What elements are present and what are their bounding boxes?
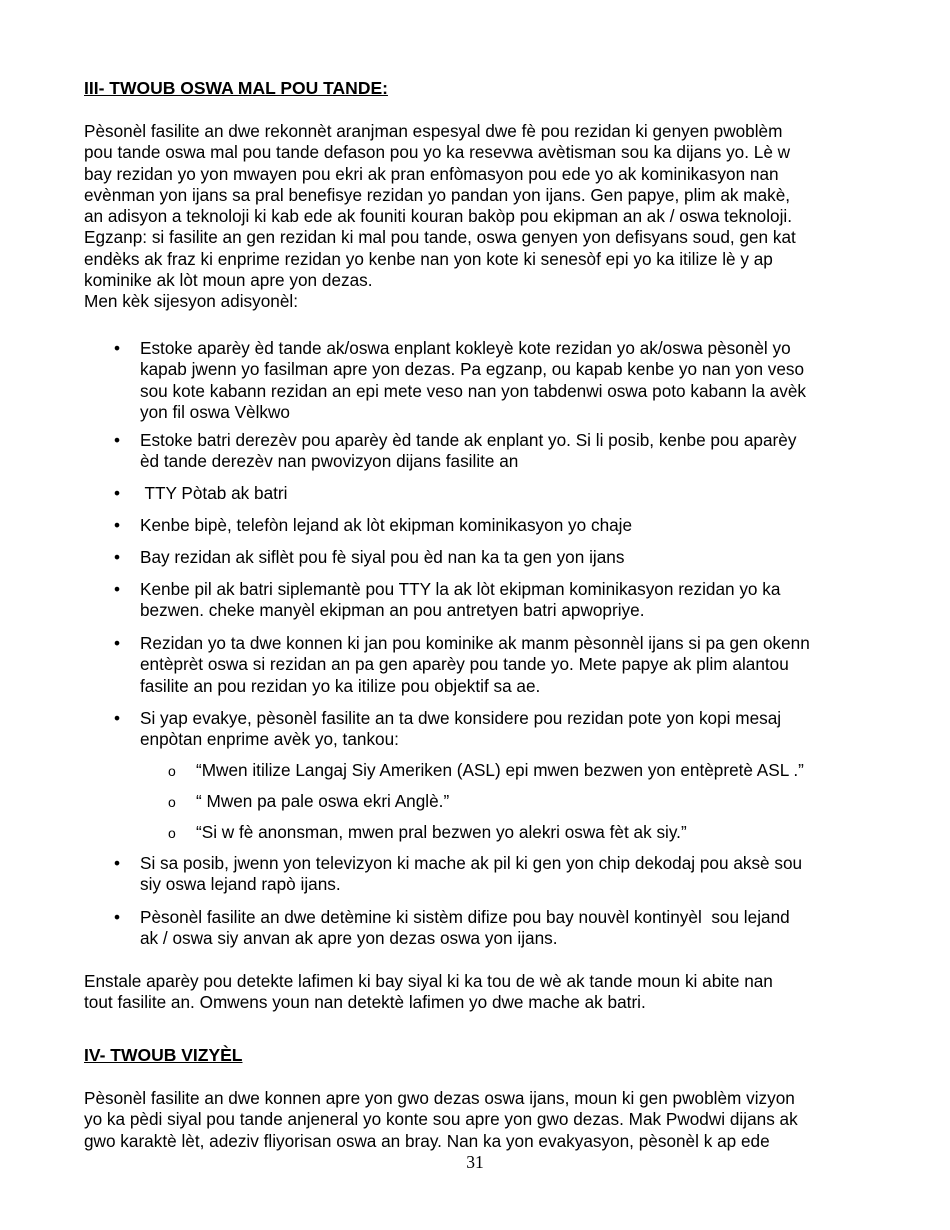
sub-bullet-text: “Si w fè anonsman, mwen pral bezwen yo alekri oswa fèt ak siy.”: [196, 822, 687, 842]
section-4-body: [84, 1088, 869, 1152]
intro-line: Egzanp: si fasilite an gen rezidan ki mal pou tande, oswa genyen yon defisyans soud, gen kat: [84, 227, 796, 248]
closing-line: tout fasilite an. Omwens youn nan detektè lafimen yo dwe mache ak batri.: [84, 992, 646, 1013]
bullet-text: Kenbe bipè, telefòn lejand ak lòt ekipman kominikasyon yo chaje: [140, 515, 633, 535]
sub-bullet-text: “Mwen itilize Langaj Siy Ameriken (ASL) epi mwen bezwen yon entèpretè ASL .”: [196, 760, 804, 780]
page-number: 31: [466, 1152, 484, 1172]
intro-line: an adisyon a teknoloji ki kab ede ak founiti kouran bakòp pou ekipman an ak / oswa teknoloji.: [84, 206, 793, 227]
body-line: Pèsonèl fasilite an dwe konnen apre yon gwo dezas oswa ijans, moun ki gen pwoblèm vizyon: [84, 1088, 795, 1108]
intro-line: pou tande oswa mal pou tande defason pou yo ka resevwa avètisman sou ka dijans yo. Lè w: [84, 142, 791, 163]
bullet-text: Rezidan yo ta dwe konnen ki jan pou kominike ak manm pèsonnèl ijans si pa gen okenn: [140, 633, 810, 653]
bullet-marker: •: [114, 547, 121, 567]
section-3-closing: [84, 971, 869, 1014]
section-3-heading: III- TWOUB OSWA MAL POU TANDE:: [84, 78, 388, 98]
bullet-marker: •: [114, 633, 121, 653]
intro-line: kominike ak lòt moun apre yon dezas.: [84, 270, 373, 291]
bullet-text: entèprèt oswa si rezidan an pa gen aparèy pou tande yo. Mete papye ak plim alantou: [140, 654, 789, 675]
bullet-text: Estoke batri derezèv pou aparèy èd tande ak enplant yo. Si li posib, kenbe pou aparèy: [140, 430, 797, 450]
bullet-marker: •: [114, 907, 121, 927]
bullet-marker: •: [114, 483, 121, 503]
sub-bullet-text: “ Mwen pa pale oswa ekri Anglè.”: [196, 791, 450, 811]
sub-bullet-marker: o: [168, 794, 176, 810]
bullet-marker: •: [114, 338, 121, 358]
bullet-text: enpòtan enprime avèk yo, tankou:: [140, 729, 399, 750]
bullet-text: Si yap evakye, pèsonèl fasilite an ta dwe konsidere pou rezidan pote yon kopi mesaj: [140, 708, 782, 728]
intro-line: bay rezidan yo yon mwayen pou ekri ak pran enfòmasyon pou ede yo ak kominikasyon nan: [84, 163, 779, 184]
bullet-text: yon fil oswa Vèlkwo: [140, 401, 290, 422]
closing-line: Enstale aparèy pou detekte lafimen ki bay siyal ki ka tou de wè ak tande moun ki abite nan: [84, 971, 773, 991]
bullet-text: fasilite an pou rezidan yo ka itilize pou objektif sa ae.: [140, 675, 541, 696]
section-4-heading: IV- TWOUB VIZYÈL: [84, 1045, 243, 1065]
intro-line: evènman yon ijans sa pral benefisye rezidan yo pandan yon ijans. Gen papye, plim ak makè,: [84, 184, 791, 205]
intro-line: endèks ak fraz ki enprime rezidan yo kenbe nan yon kote ki senesòf epi yo ka itilize lè y ap: [84, 248, 773, 269]
bullet-marker: •: [114, 430, 121, 450]
intro-line: Pèsonèl fasilite an dwe rekonnèt aranjman espesyal dwe fè pou rezidan ki genyen pwoblèm: [84, 121, 783, 141]
bullet-text: Estoke aparèy èd tande ak/oswa enplant kokleyè kote rezidan yo ak/oswa pèsonèl yo: [140, 338, 791, 358]
bullet-text: Si sa posib, jwenn yon televizyon ki mache ak pil ki gen yon chip dekodaj pou aksè sou: [140, 853, 803, 873]
body-line: gwo karaktè lèt, adeziv fliyorisan oswa an bray. Nan ka yon evakyasyon, pèsonèl k ap ede: [84, 1130, 770, 1151]
section-3-intro: [84, 121, 869, 313]
bullet-text: Pèsonèl fasilite an dwe detèmine ki sistèm difize pou bay nouvèl kontinyèl sou lejand: [140, 907, 790, 927]
body-line: yo ka pèdi siyal pou tande anjeneral yo konte sou apre yon gwo dezas. Mak Pwodwi dijans ak: [84, 1109, 798, 1130]
bullet-text: èd tande derezèv nan pwovizyon dijans fasilite an: [140, 451, 519, 472]
bullet-text: bezwen. cheke manyèl ekipman an pou antretyen batri apwopriye.: [140, 600, 645, 621]
bullet-marker: •: [114, 853, 121, 873]
bullet-text: sou kote kabann rezidan an epi mete veso nan yon tabdenwi oswa poto kabann la avèk: [140, 380, 806, 401]
bullet-text: Kenbe pil ak batri siplemantè pou TTY la ak lòt ekipman kominikasyon rezidan yo ka: [140, 579, 781, 599]
bullet-marker: •: [114, 515, 121, 535]
bullet-marker: •: [114, 708, 121, 728]
bullet-text: TTY Pòtab ak batri: [140, 483, 288, 503]
suggestions-intro: Men kèk sijesyon adisyonèl:: [84, 291, 298, 312]
bullet-text: Bay rezidan ak siflèt pou fè siyal pou èd nan ka ta gen yon ijans: [140, 547, 625, 567]
bullet-text: siy oswa lejand rapò ijans.: [140, 874, 341, 895]
sub-bullet-marker: o: [168, 763, 176, 779]
bullet-text: kapab jwenn yo fasilman apre yon dezas. Pa egzanp, ou kapab kenbe yo nan yon veso: [140, 359, 805, 380]
bullet-marker: •: [114, 579, 121, 599]
bullet-text: ak / oswa siy anvan ak apre yon dezas oswa yon ijans.: [140, 928, 558, 949]
sub-bullet-marker: o: [168, 825, 176, 841]
